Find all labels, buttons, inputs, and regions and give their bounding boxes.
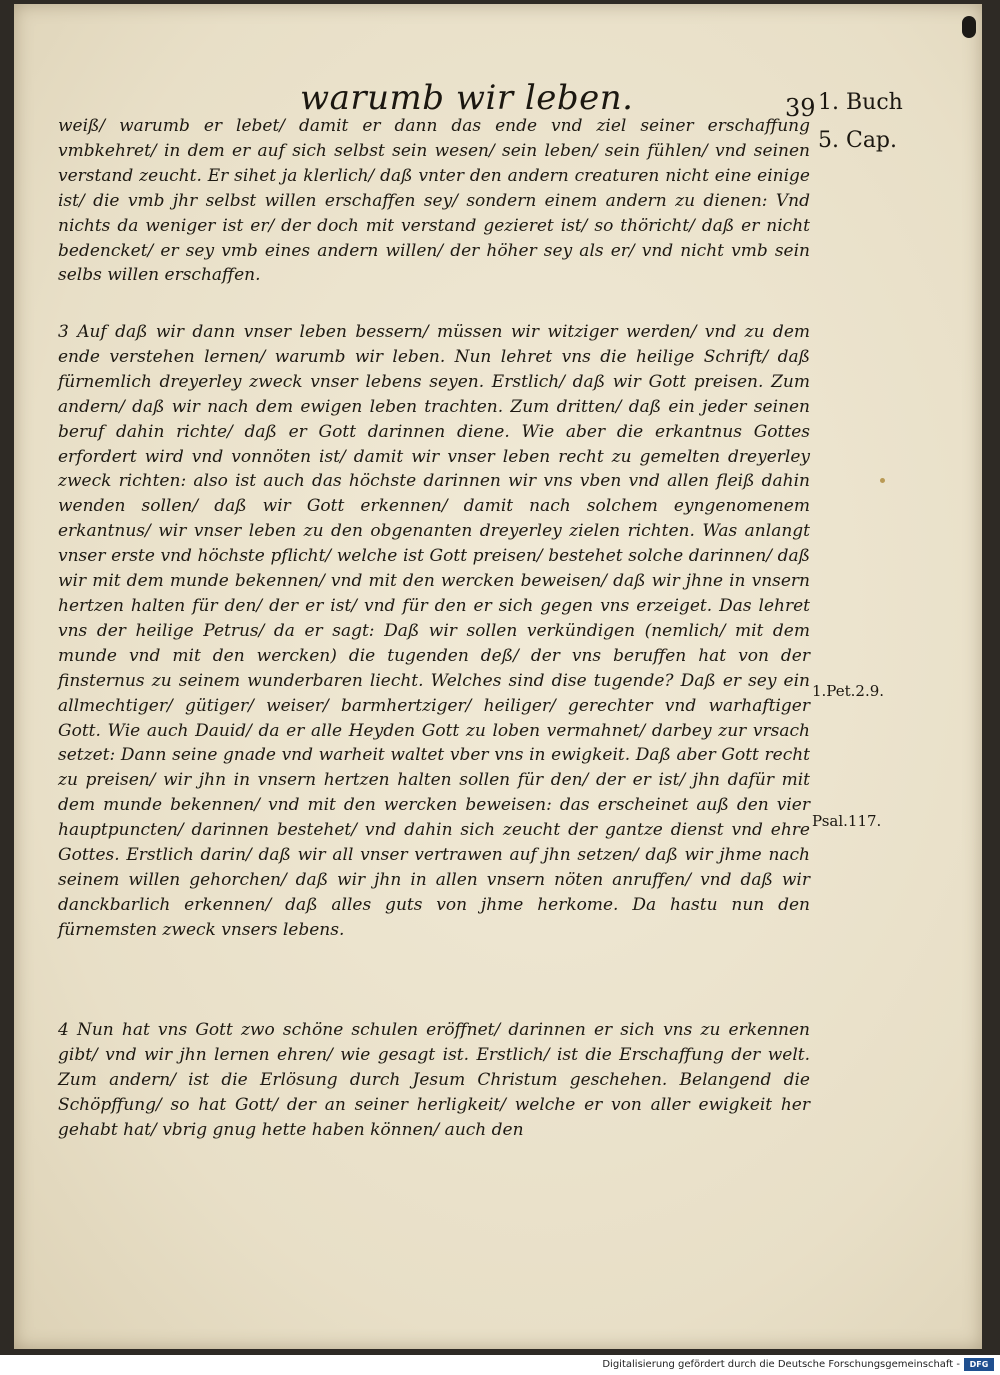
digitization-credit: Digitalisierung gefördert durch die Deutsche Forschungsgemeinschaft -	[602, 1359, 960, 1370]
paragraph-text: 4 Nun hat vns Gott zwo schöne schulen eröffnet/ darinnen er sich vns zu erkennen gibt/ vnd wir jhn lernen ehren/ wie gesagt ist. Erstlich/ ist die Erschaffung der welt. Zum andern/ ist die Erlösung durch Jesum Christum geschehen. Belangend die Schöpffung/ so hat Gott/ der an seiner herligkeit/ welche er von aller ewigkeit her gehabt hat/ vbrig gnug hette haben können/ auch den	[58, 1020, 810, 1140]
binding-hole	[962, 16, 976, 38]
margin-reference-psalm: Psal.117.	[812, 812, 882, 830]
paragraph-text: 3 Auf daß wir dann vnser leben bessern/ müssen wir witziger werden/ vnd zu dem ende verstehen lernen/ warumb wir leben. Nun lehret vns die heilige Schrift/ daß fürnemlich dreyerley zweck vnser lebens seyen. Erstlich/ daß wir Gott preisen. Zum andern/ daß wir nach dem ewigen leben trachten. Zum dritten/ daß ein jeder seinen beruf dahin richte/ daß er Gott darinnen diene. Wie aber die erkantnus Gottes erfordert wird vnd vonnöten ist/ damit wir vnser leben recht zu gemelten dreyerley zweck richten: also ist auch das höchste darinnen wir vns vben vnd allen fleiß dahin wenden sollen/ daß wir Gott erkennen/ damit nach solchem eyngenomenem erkantnus/ wir vnser leben zu den obgenanten dreyerley zielen richten. Was anlangt vnser erste vnd höchste pflicht/ welche ist Gott preisen/ bestehet solche darinnen/ daß wir mit dem munde bekennen/ vnd mit den wercken beweisen/ daß wir jhne in vnsern hertzen halten für den/ der er ist/ vnd für den er sich gegen vns erzeiget. Das lehret vns der heilige Petrus/ da er sagt: Daß wir sollen verkündigen (nemlich/ mit dem munde vnd mit den wercken) die tugenden deß/ der vns beruffen hat von der finsternus zu seinem wunderbaren liecht. Welches sind dise tugende? Daß er sey ein allmechtiger/ gütiger/ weiser/ barmhertziger/ heiliger/ gerechter vnd warhaftiger Gott. Wie auch Dauid/ da er alle Heyden Gott zu loben vermahnet/ darbey zur vrsach setzet: Dann seine gnade vnd warheit waltet vber vns in ewigkeit. Daß aber Gott recht zu preisen/ wir jhn in vnsern hertzen halten sollen für den/ der er ist/ jhn dafür mit dem munde bekennen/ vnd mit den wercken beweisen: das erscheinet auß den vier hauptpuncten/ darinnen bestehet/ vnd dahin sich zeucht der gantze dienst vnd ehre Gottes. Erstlich darin/ daß wir all vnser vertrawen auf jhn setzen/ daß wir jhme nach seinem willen gehorchen/ daß wir jhn in allen vnsern nöten anruffen/ vnd daß wir danckbarlich erkennen/ daß alles guts von jhme herkome. Da hastu nun den fürnemsten zweck vnsers lebens.	[58, 322, 810, 940]
paragraph-1	[58, 114, 810, 288]
margin-reference-peter: 1.Pet.2.9.	[812, 682, 885, 700]
paragraph-text: weiß/ warumb er lebet/ damit er dann das ende vnd ziel seiner erschaffung vmbkehret/ in dem er auf sich selbst sein wesen/ sein leben/ sein fühlen/ vnd seinen verstand zeucht. Er sihet ja klerlich/ daß vnter den andern creaturen nicht eine einige ist/ die vmb jhr selbst willen erschaffen sey/ sondern einem andern zu dienen: Vnd nichts da weniger ist er/ der doch mit verstand gezieret ist/ so thöricht/ daß er nicht bedencket/ er sey vmb eines andern willen/ der höher sey als er/ vnd nicht vmb sein selbs willen erschaffen.	[58, 116, 810, 286]
margin-book-label: 1. Buch	[818, 90, 903, 115]
dfg-logo: DFG	[964, 1358, 994, 1371]
margin-chapter-label: 5. Cap.	[818, 128, 898, 153]
running-head: warumb wir leben.	[300, 78, 634, 118]
page-number: 39	[785, 94, 816, 122]
paper-speck	[880, 478, 885, 483]
paragraph-3	[58, 1018, 810, 1143]
paragraph-2	[58, 320, 810, 943]
